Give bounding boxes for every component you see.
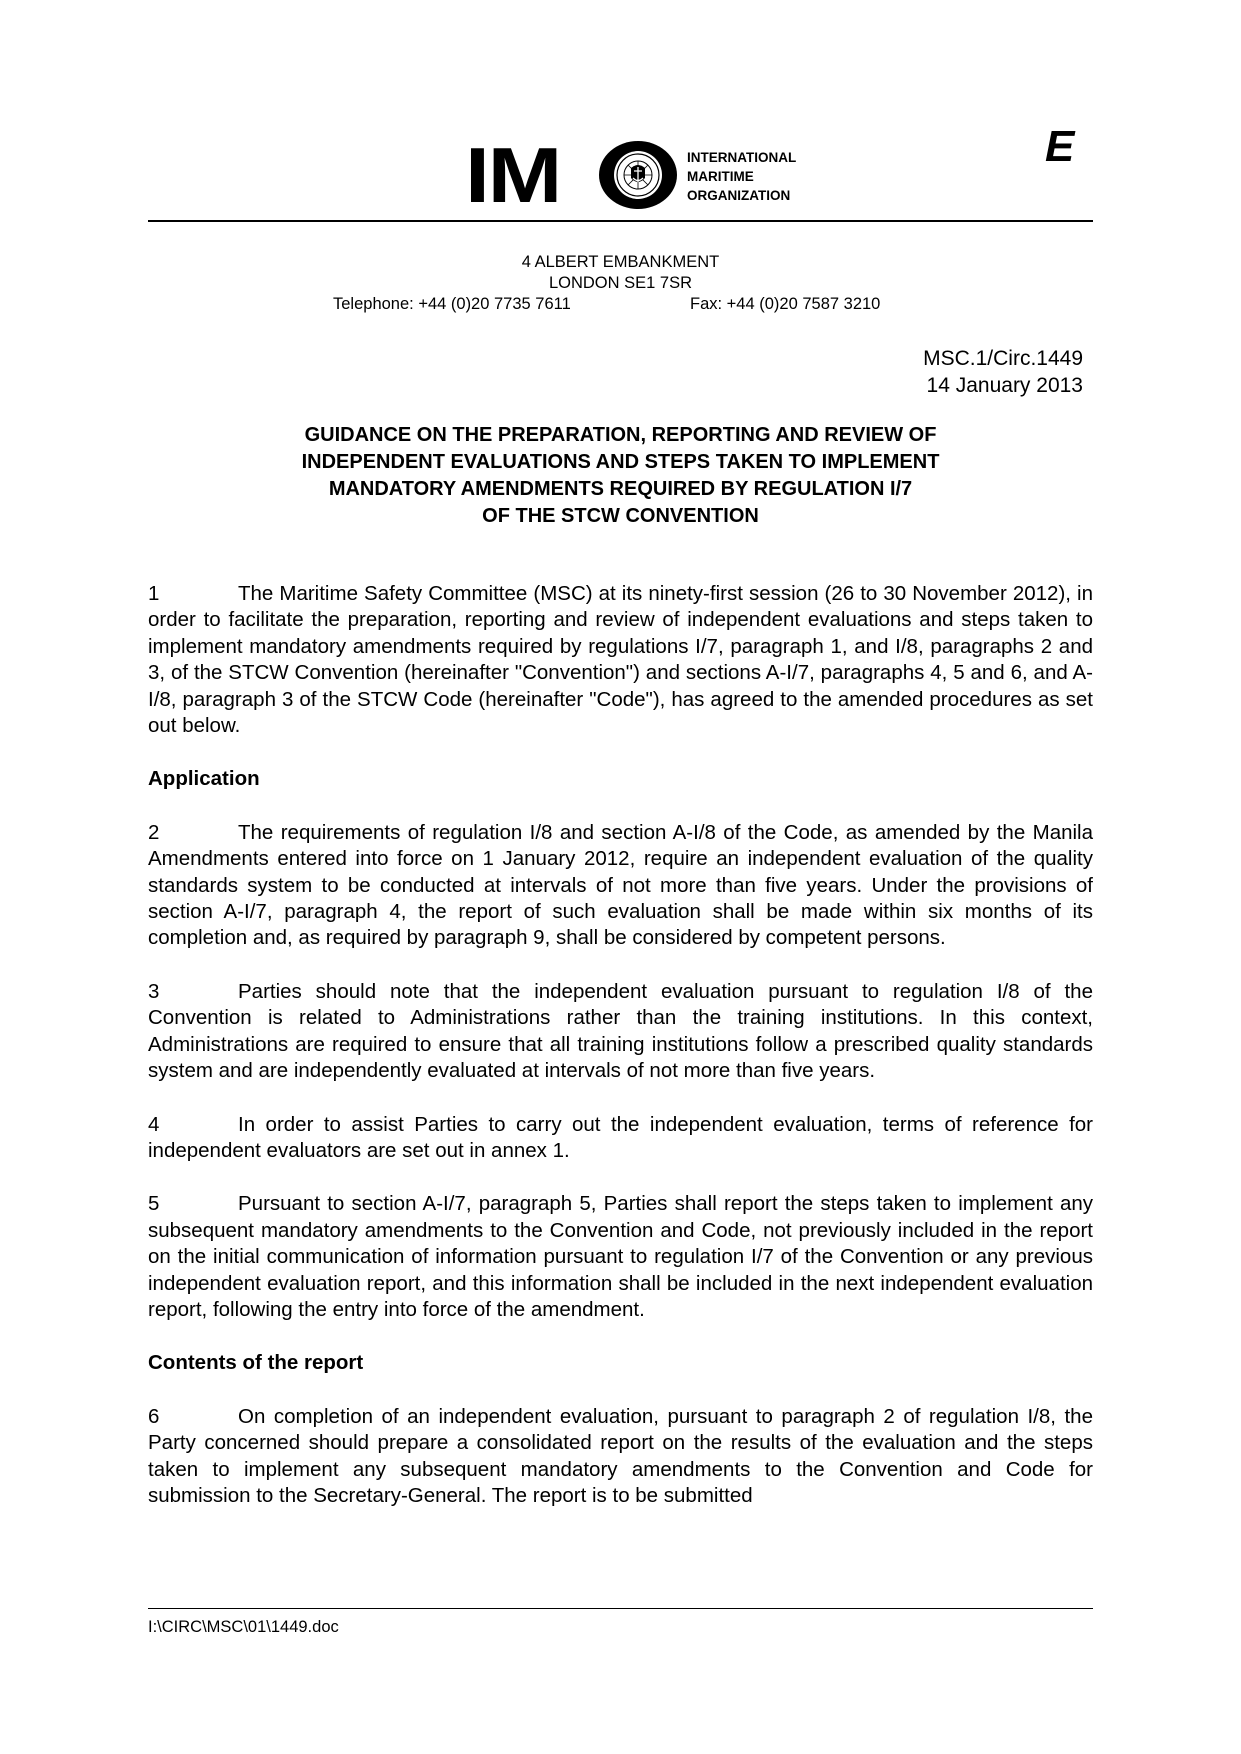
- fax: Fax: +44 (0)20 7587 3210: [690, 295, 881, 313]
- paragraph-number: 6: [148, 1404, 160, 1428]
- paragraph-number: 4: [148, 1112, 160, 1136]
- paragraph-2: [148, 820, 1093, 952]
- paragraph-3: [148, 979, 1093, 1085]
- paragraph-number: 2: [148, 820, 160, 844]
- paragraph-text: Pursuant to section A-I/7, paragraph 5, Parties shall report the steps taken to implement any subsequent mandatory amendments to the Convention and Code, not previously included in the report on the initial communication of information pursuant to regulation I/7 of the Convention or any previous independent evaluation report, and this information shall be included in the next independent evaluation report, following the entry into force of the amendment.: [148, 1192, 1093, 1321]
- address-line-2: LONDON SE1 7SR: [548, 274, 693, 292]
- document-symbol: MSC.1/Circ.1449: [923, 347, 1083, 370]
- imo-emblem-icon: [598, 140, 678, 210]
- document-title: GUIDANCE ON THE PREPARATION, REPORTING AND REVIEW OF INDEPENDENT EVALUATIONS AND STEPS TAKEN TO IMPLEMENT MANDATORY AMENDMENTS REQUIRED BY REGULATION I/7 OF THE STCW CONVENTION: [301, 424, 940, 527]
- header-divider: [148, 220, 1093, 222]
- paragraph-text: On completion of an independent evaluation, pursuant to paragraph 2 of regulation I/8, the Party concerned should prepare a consolidated report on the results of the evaluation and the steps taken to implement any subsequent mandatory amendments to the Convention and Code for submission to the Secretary-General. The report is to be submitted: [148, 1404, 1093, 1507]
- address-line-1: 4 ALBERT EMBANKMENT: [521, 253, 720, 271]
- language-mark: E: [1045, 122, 1075, 171]
- paragraph-text: Parties should note that the independent evaluation pursuant to regulation I/8 of the Convention is related to Administrations rather than the training institutions. In this context, Administrations are required to ensure that all training institutions follow a prescribed quality standards system and are independently evaluated at intervals of not more than five years.: [148, 979, 1093, 1083]
- paragraph-6: [148, 1404, 1093, 1510]
- document-body: [148, 581, 1093, 1536]
- footer-divider: [148, 1608, 1093, 1609]
- section-heading-application: Application: [148, 767, 260, 791]
- footer-file-path: I:\CIRC\MSC\01\1449.doc: [148, 1618, 339, 1636]
- section-heading-contents: Contents of the report: [148, 1351, 364, 1375]
- paragraph-4: [148, 1112, 1093, 1165]
- logo-letters: IM: [465, 131, 561, 219]
- paragraph-number: 3: [148, 979, 160, 1003]
- paragraph-5: [148, 1191, 1093, 1323]
- paragraph-number: 5: [148, 1192, 160, 1216]
- address-block: [148, 252, 1093, 315]
- paragraph-1: [148, 581, 1093, 739]
- paragraph-text: The Maritime Safety Committee (MSC) at its ninety-first session (26 to 30 November 2012), in order to facilitate the preparation, reporting and review of independent evaluations and steps taken to implement mandatory amendments required by regulations I/7, paragraph 1, and I/8, paragraphs 2 and 3, of the STCW Convention (hereinafter "Convention") and sections A-I/7, paragraphs 4, 5 and 6, and A-I/8, paragraph 3 of the STCW Code (hereinafter "Code"), has agreed to the amended procedures as set out below.: [148, 582, 1093, 738]
- document-date: 14 January 2013: [926, 374, 1083, 397]
- paragraph-number: 1: [148, 582, 160, 605]
- paragraph-text: In order to assist Parties to carry out the independent evaluation, terms of reference for independent evaluators are set out in annex 1.: [148, 1112, 1093, 1162]
- document-reference: [923, 345, 1083, 399]
- telephone: Telephone: +44 (0)20 7735 7611: [333, 295, 571, 313]
- contact-line: [148, 294, 1093, 315]
- organization-name: INTERNATIONAL MARITIME ORGANIZATION: [687, 150, 797, 203]
- paragraph-text: The requirements of regulation I/8 and section A-I/8 of the Code, as amended by the Manila Amendments entered into force on 1 January 2012, require an independent evaluation of the quality standards system to be conducted at intervals of not more than five years. Under the provisions of section A-I/7, paragraph 4, the report of such evaluation shall be made within six months of its completion and, as required by paragraph 9, shall be considered by competent persons.: [148, 820, 1093, 950]
